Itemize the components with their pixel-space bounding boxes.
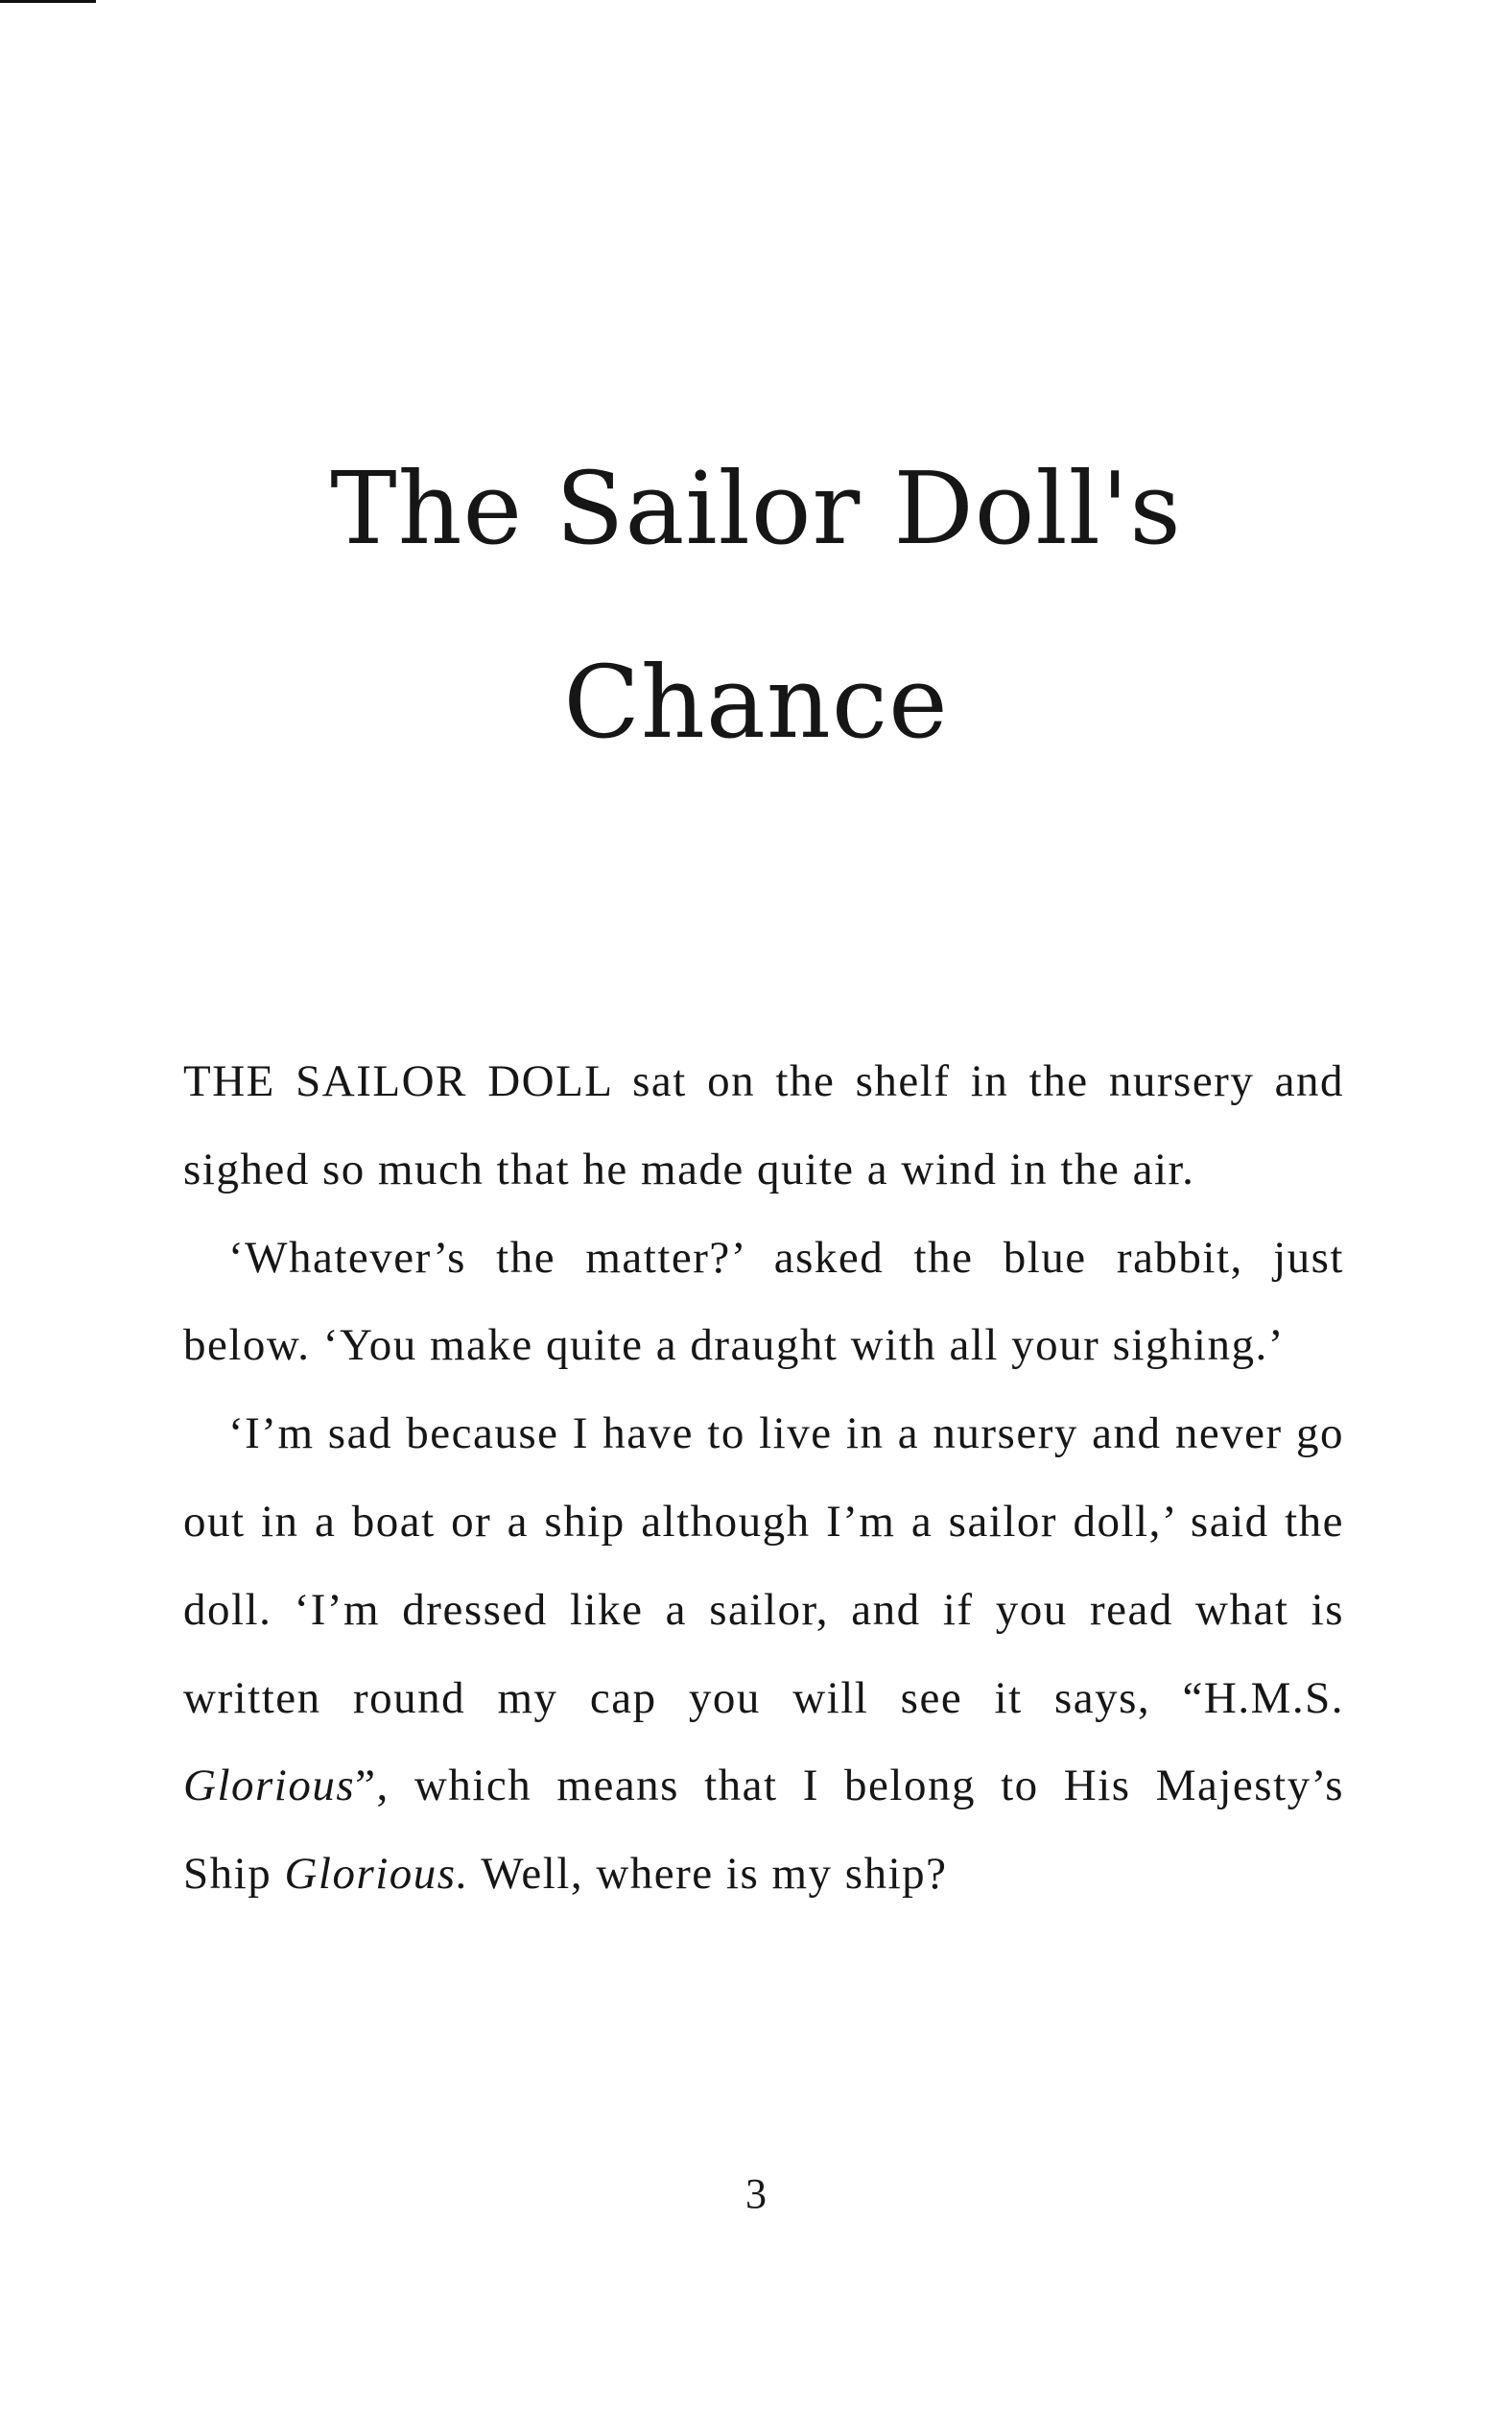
chapter-body — [183, 1038, 1344, 1919]
paragraph-2: ‘Whatever’s the matter?’ asked the blue rabbit, just below. ‘You make quite a draught with all your sighing.’ — [183, 1232, 1344, 1371]
paragraph-3-text-b: ”, which means that I belong to His Majesty’s Ship — [183, 1761, 1344, 1900]
chapter-title-line-1: The Sailor Doll's — [330, 450, 1182, 567]
page-number: 3 — [745, 2170, 767, 2217]
paragraph-1: THE SAILOR DOLL sat on the shelf in the nursery and sighed so much that he made quite a wind in the air. — [183, 1056, 1344, 1194]
chapter-title-line-2: Chance — [563, 644, 949, 761]
ship-name-italic-2: Glorious. — [284, 1849, 469, 1900]
paragraph-3-text-c: Well, where is my ship? — [468, 1849, 948, 1900]
paragraph-3-text-a: ‘I’m sad because I have to live in a nursery and never go out in a boat or a ship although I’m a sailor doll,’ said the doll. ‘I’m dressed like a sailor, and if you read what is written round my cap you will see it says, “H.M.S. — [183, 1408, 1344, 1723]
paragraph-3 — [183, 1390, 1344, 1919]
ship-name-italic-1: Glorious — [183, 1761, 356, 1811]
scan-edge-mark — [0, 0, 96, 3]
